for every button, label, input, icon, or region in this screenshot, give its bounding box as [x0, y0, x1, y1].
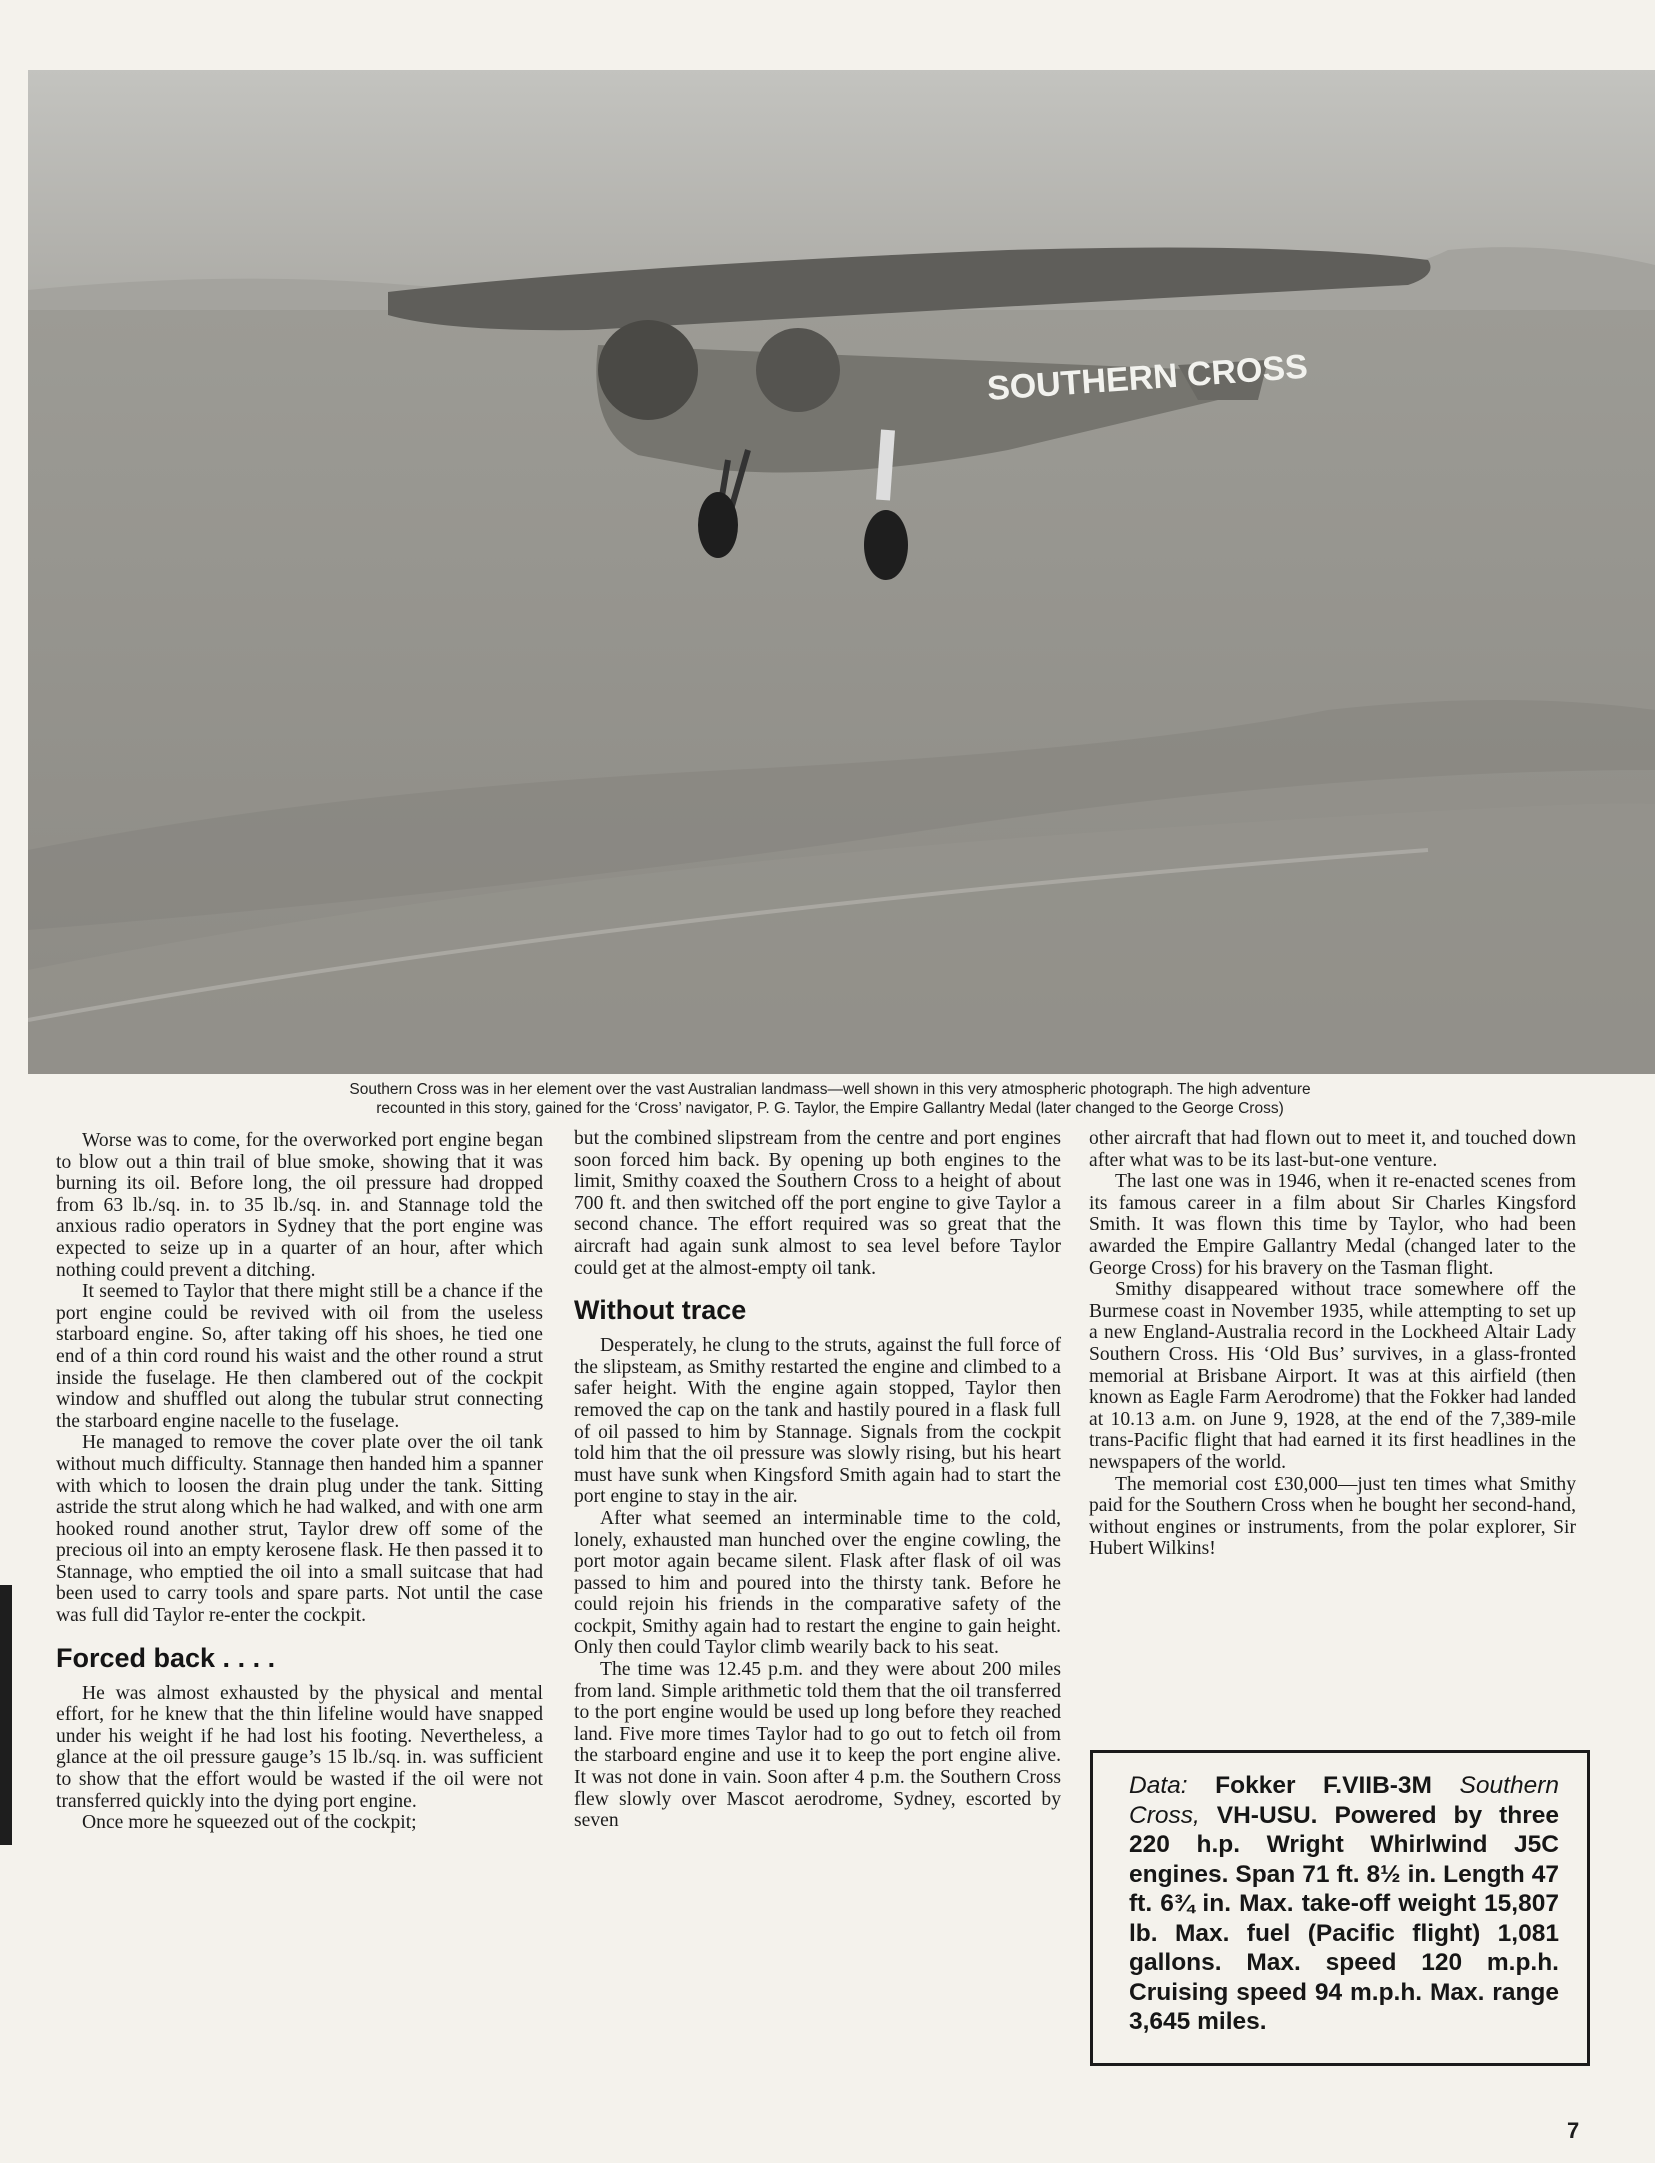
section-heading-forced-back: Forced back . . . .	[56, 1642, 276, 1673]
caption-line-1: Southern Cross was in her element over the vast Australian landmass—well shown in this very atmospheric photograph. The high adventure	[349, 1081, 1311, 1098]
paragraph: The last one was in 1946, when it re-enacted scenes from its famous career in a film about Sir Charles Kingsford Smith. It was flown this time by Taylor, who had been awarded the Empire Gallantry Medal (changed later to the George Cross) for his bravery on the Tasman flight.	[1089, 1171, 1576, 1279]
data-model: Fokker F.VIIB-3M	[1215, 1772, 1432, 1799]
data-box-text	[1129, 1771, 1559, 2037]
right-gear-strut	[883, 430, 888, 500]
page-edge-tab	[0, 1585, 12, 1845]
aircraft-data-box	[1090, 1750, 1590, 2066]
data-specifications: VH-USU. Powered by three 220 h.p. Wright Whirlwind J5C engines. Span 71 ft. 8½ in. Length 47 ft. 6¾ in. Max. take-off weight 15,807 lb. Max. fuel (Pacific flight) 1,081 gallons. Max. speed 120 m.p.h. Cruising speed 94 m.p.h. Max. range 3,645 miles.	[1129, 1801, 1559, 2035]
centre-engine	[756, 328, 840, 412]
paragraph: The memorial cost £30,000—just ten times what Smithy paid for the Southern Cross when he bought her second-hand, without engines or instruments, from the polar explorer, Sir Hubert Wilkins!	[1089, 1473, 1576, 1560]
paragraph: He was almost exhausted by the physical and mental effort, for he knew that the thin lifeline would have snapped under his weight if he had lost his footing. Nevertheless, a glance at the oil pressure gauge’s 15 lb./sq. in. was sufficient to show that the effort would be wasted if the oil were not transferred quickly into the dying port engine.	[56, 1682, 543, 1812]
paragraph: Once more he squeezed out of the cockpit;	[82, 1812, 417, 1834]
right-wheel	[864, 510, 908, 580]
aircraft-photograph	[28, 70, 1655, 1074]
paragraph: Smithy disappeared without trace somewhere off the Burmese coast in November 1935, while attempting to set up a new England-Australia record in the Lockheed Altair Lady Southern Cross. His ‘Old Bus’ survives, in a glass-fronted memorial at Brisbane Airport. It was at this airfield (then known as Eagle Farm Aerodrome) that the Fokker had landed at 10.13 a.m. on June 9, 1928, at the end of the 7,389-mile trans-Pacific flight that had earned it its first headlines in the newspapers of the world.	[1089, 1279, 1576, 1473]
left-wheel	[698, 492, 738, 558]
data-aircraft-name: Southern Cross,	[1129, 1772, 1559, 1829]
fuselage-lettering: SOUTHERN CROSS	[985, 347, 1309, 408]
paragraph: It seemed to Taylor that there might still be a chance if the port engine could be revived with oil from the useless starboard engine. So, after taking off his shoes, he tied one end of a thin cord round his waist and the other round a strut inside the fuselage. He then clambered out of the cockpit window and shuffled out along the tubular strut connecting the starboard engine nacelle to the fuselage.	[56, 1281, 543, 1432]
article-column-2	[574, 1128, 1061, 1832]
page-number: 7	[1567, 2118, 1580, 2143]
section-heading-without-trace: Without trace	[574, 1295, 747, 1326]
photo-caption	[160, 1080, 1500, 1118]
paragraph: but the combined slipstream from the centre and port engines soon forced him back. By opening up both engines to the limit, Smithy coaxed the Southern Cross to a height of about 700 ft. and then switched off the port engine to give Taylor a second chance. The effort required was so great that the aircraft had again sunk almost to sea level before Taylor could get at the almost-empty oil tank.	[574, 1128, 1061, 1279]
caption-line-2: recounted in this story, gained for the ‘Cross’ navigator, P. G. Taylor, the Empire Gallantry Medal (later changed to the George Cross)	[376, 1100, 1284, 1117]
photo-illustration	[28, 70, 1655, 1074]
paragraph: Desperately, he clung to the struts, against the full force of the slipsteam, as Smithy restarted the engine and climbed to a safer height. With the engine again stopped, Taylor then removed the cap on the tank and hastily poured in a flask full of oil passed to him by Stannage. Signals from the cockpit told him that the oil pressure was slowly rising, but his heart must have sunk when Kingsford Smith again had to start the port engine to stay in the air.	[574, 1335, 1061, 1508]
paragraph: other aircraft that had flown out to meet it, and touched down after what was to be its last-but-one venture.	[1089, 1128, 1576, 1171]
article-column-3	[1089, 1128, 1576, 1560]
paragraph: He managed to remove the cover plate over the oil tank without much difficulty. Stannage then handed him a spanner with which to loosen the drain plug under the tank. Sitting astride the strut along which he had walked, and with one arm hooked round another strut, Taylor drew off some of the precious oil into an empty kerosene flask. He then passed it to Stannage, who emptied the oil into a small suitcase that had been used to carry tools and spare parts. Not until the case was full did Taylor re-enter the cockpit.	[56, 1432, 543, 1627]
paragraph: After what seemed an interminable time to the cold, lonely, exhausted man hunched over the engine cowling, the port motor again became silent. Flask after flask of oil was passed to him and poured into the thirsty tank. Before he could rejoin his friends in the comparative safety of the cockpit, Smithy again had to restart the engine to gain height. Only then could Taylor climb wearily back to his seat.	[574, 1507, 1061, 1659]
data-label: Data:	[1129, 1772, 1188, 1799]
paragraph: The time was 12.45 p.m. and they were about 200 miles from land. Simple arithmetic told them that the oil transferred to the port engine would be used up long before they reached land. Five more times Taylor had to go out to fetch oil from the starboard engine and use it to keep the port engine alive. It was not done in vain. Soon after 4 p.m. the Southern Cross flew slowly over Mascot aerodrome, Sydney, escorted by seven	[574, 1659, 1061, 1832]
article-column-1	[56, 1130, 543, 1834]
paragraph: Worse was to come, for the overworked port engine began to blow out a thin trail of blue smoke, showing that it was burning its oil. Before long, the oil pressure had dropped from 63 lb./sq. in. to 35 lb./sq. in. and Stannage told the anxious radio operators in Sydney that the port engine was expected to seize up in a quarter of an hour, after which nothing could prevent a ditching.	[56, 1130, 543, 1281]
port-engine	[598, 320, 698, 420]
